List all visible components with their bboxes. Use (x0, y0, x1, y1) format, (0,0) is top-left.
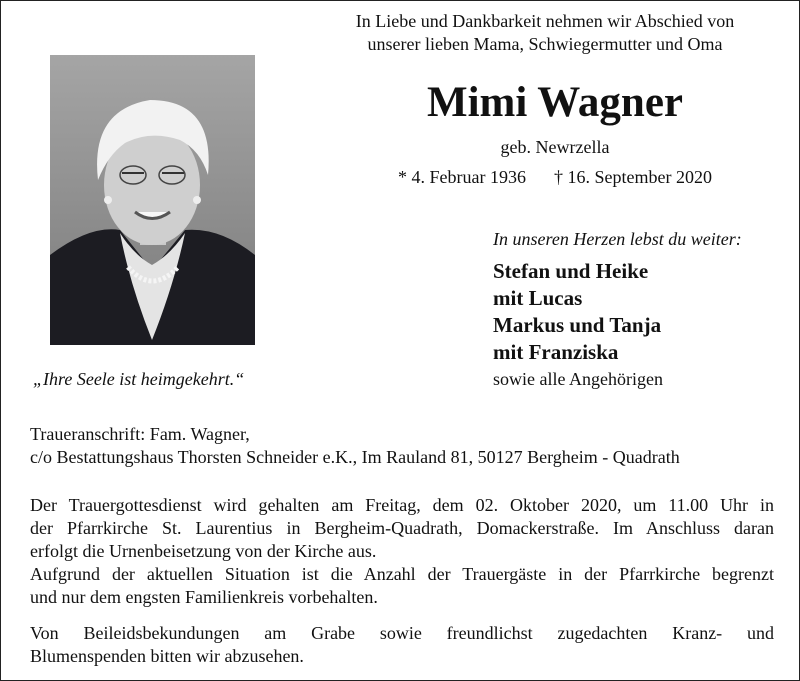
service-line-1: Der Trauergottesdienst wird gehalten am Freitag, dem 02. Oktober 2020, um 11.00 Uhr in (30, 495, 774, 515)
family-member: mit Lucas (493, 286, 583, 310)
service-line-3: erfolgt die Urnenbeisetzung von der Kirche aus. (30, 541, 377, 561)
family-member: Stefan und Heike (493, 259, 649, 283)
notice-line-2: Blumenspenden bitten wir abzusehen. (30, 646, 304, 666)
memorial-quote: In unseren Herzen lebst du weiter: (493, 229, 742, 249)
mourning-address (30, 423, 680, 469)
intro-line-1: In Liebe und Dankbarkeit nehmen wir Abschied von (355, 11, 735, 31)
life-dates (355, 167, 755, 188)
maiden-name: geb. Newrzella (500, 137, 610, 157)
intro-text (310, 10, 780, 56)
deceased-name: Mimi Wagner (427, 79, 683, 126)
service-line-2: der Pfarrkirche St. Laurentius in Bergheim-Quadrath, Domackerstraße. Im Anschluss daran (30, 518, 774, 538)
service-line-5: und nur dem engsten Familienkreis vorbehalten. (30, 587, 378, 607)
condolence-notice (30, 622, 774, 668)
relatives-line: sowie alle Angehörigen (493, 369, 663, 389)
family-member: Markus und Tanja (493, 313, 662, 337)
intro-line-2: unserer lieben Mama, Schwiegermutter und Oma (367, 34, 723, 54)
soul-quote: „Ihre Seele ist heimgekehrt.“ (33, 369, 245, 389)
family-member: mit Franziska (493, 340, 619, 364)
portrait-photo (50, 55, 255, 345)
family-list (493, 258, 661, 366)
death-date: † 16. September 2020 (554, 167, 712, 187)
service-line-4: Aufgrund der aktuellen Situation ist die Anzahl der Trauergäste in der Pfarrkirche begrenzt (30, 564, 774, 584)
service-paragraph (30, 494, 774, 609)
address-line-2: c/o Bestattungshaus Thorsten Schneider e.K., Im Rauland 81, 50127 Bergheim - Quadrath (30, 447, 680, 467)
address-line-1: Traueranschrift: Fam. Wagner, (30, 424, 250, 444)
birth-date: * 4. Februar 1936 (398, 167, 526, 187)
portrait-illustration (50, 55, 255, 345)
notice-line-1: Von Beileidsbekundungen am Grabe sowie freundlichst zugedachten Kranz- und (30, 623, 774, 643)
